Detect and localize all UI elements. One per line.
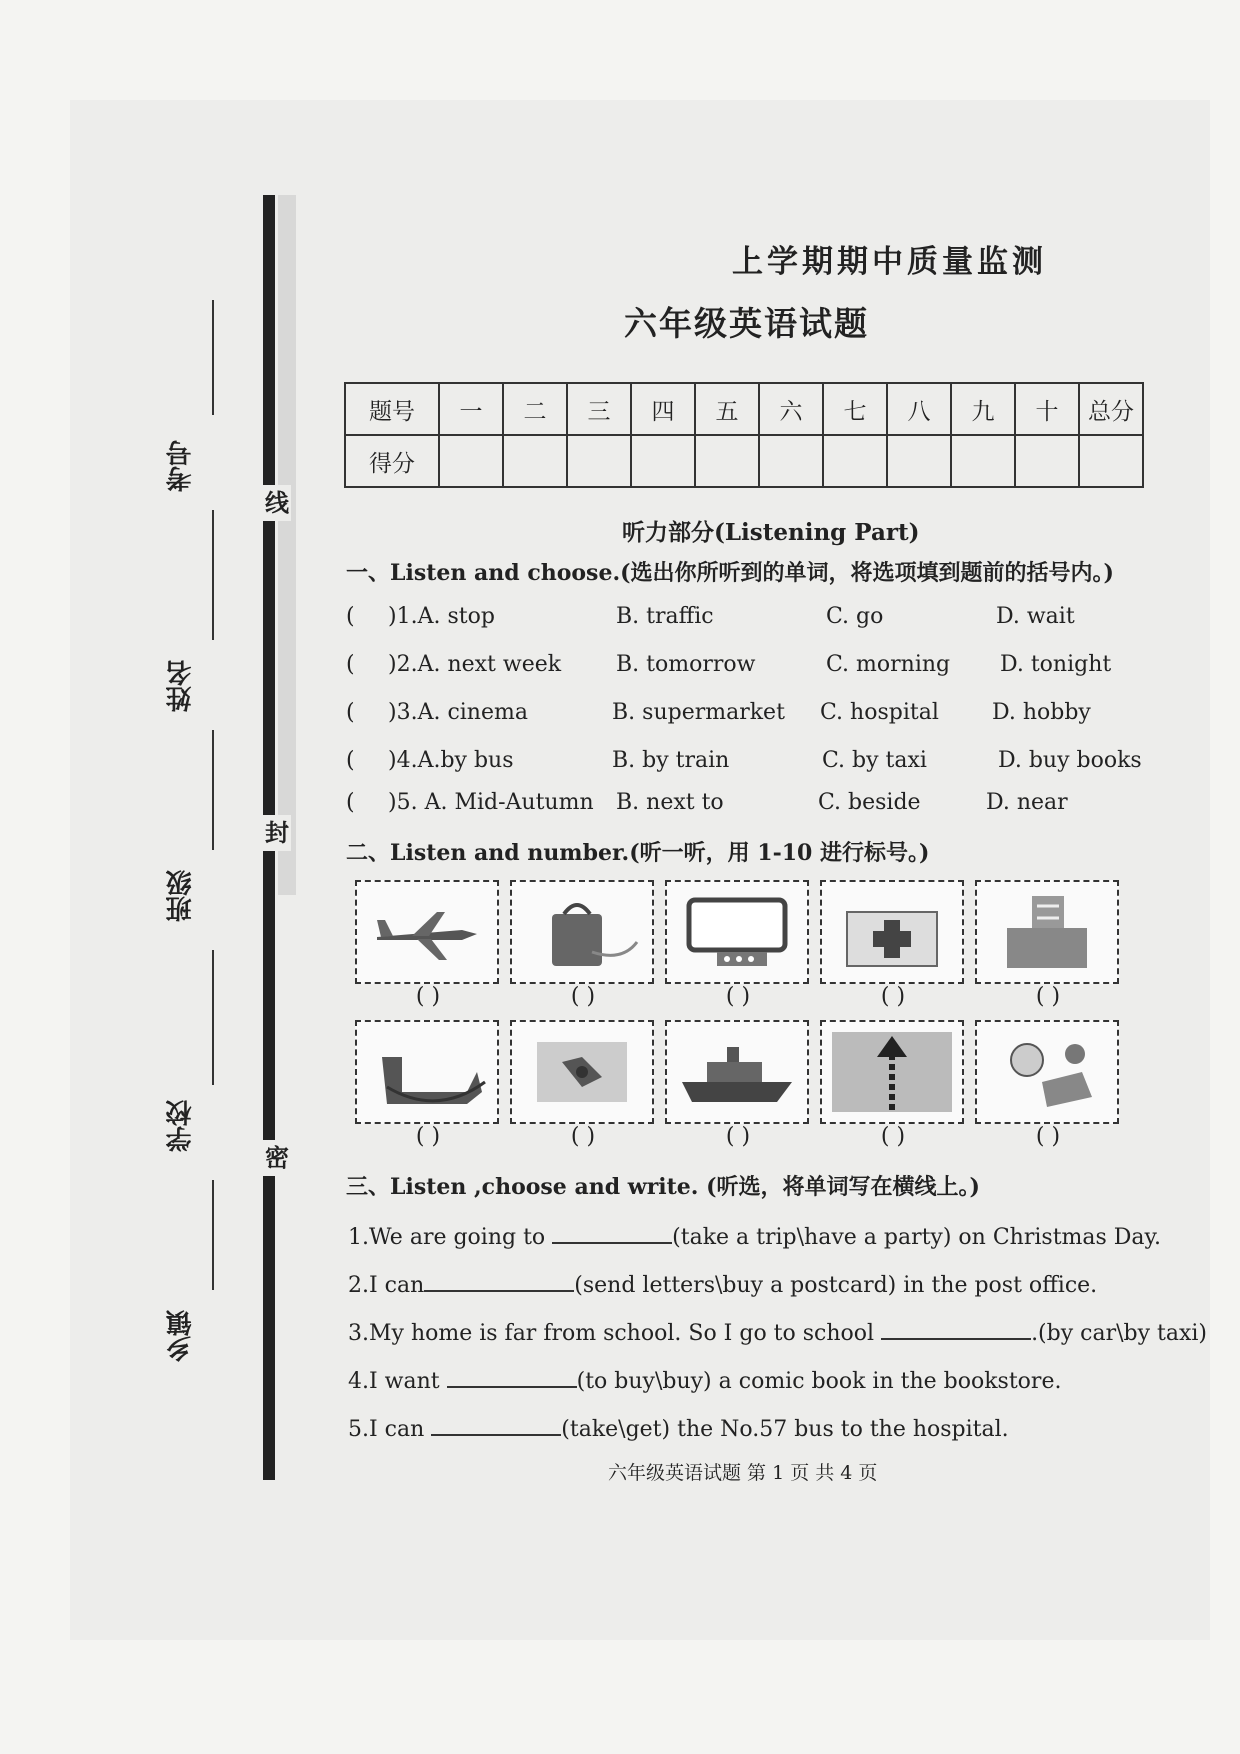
number-paren[interactable]: ( ) xyxy=(725,1124,751,1149)
ship-model-icon xyxy=(367,1032,487,1112)
fill-item-prefix: 3.My home is far from school. So I go to school xyxy=(348,1321,882,1346)
score-table-score-row xyxy=(345,435,1143,487)
picture-building xyxy=(975,880,1119,984)
binding-shadow xyxy=(278,195,296,895)
score-input[interactable] xyxy=(823,435,887,487)
answer-blank[interactable] xyxy=(431,1412,561,1436)
question-row xyxy=(344,652,1144,684)
number-paren[interactable]: ( ) xyxy=(880,984,906,1009)
score-input[interactable] xyxy=(951,435,1015,487)
side-field-town: 乡镇 xyxy=(166,1310,196,1362)
question-row xyxy=(344,604,1144,636)
number-paren[interactable]: ( ) xyxy=(725,984,751,1009)
number-paren[interactable]: ( ) xyxy=(415,1124,441,1149)
fill-item-suffix: (send letters\buy a postcard) in the post office. xyxy=(574,1273,1098,1298)
exam-subtitle: 上学期期中质量监测 xyxy=(732,244,1047,280)
answer-paren[interactable]: ( xyxy=(346,652,355,677)
answer-paren[interactable]: ( xyxy=(346,604,355,629)
score-input[interactable] xyxy=(1015,435,1079,487)
question-row xyxy=(344,700,1144,732)
section2-title: 二、Listen and number.(听一听，用 1-10 进行标号。) xyxy=(346,840,930,866)
fill-item xyxy=(348,1220,1161,1250)
answer-blank[interactable] xyxy=(552,1220,672,1244)
answer-paren[interactable]: ( xyxy=(346,700,355,725)
score-input[interactable] xyxy=(503,435,567,487)
fill-item-suffix: (take\get) the No.57 bus to the hospital. xyxy=(561,1417,1009,1442)
option-b: B. traffic xyxy=(616,604,714,629)
picture-map xyxy=(510,1020,654,1124)
number-paren[interactable]: ( ) xyxy=(570,1124,596,1149)
score-cell: 八 xyxy=(887,383,951,435)
page-footer: 六年级英语试题 第 1 页 共 4 页 xyxy=(608,1462,878,1484)
score-table xyxy=(344,382,1144,488)
score-input[interactable] xyxy=(567,435,631,487)
score-input[interactable] xyxy=(695,435,759,487)
answer-blank[interactable] xyxy=(881,1316,1031,1340)
picture-ship xyxy=(665,1020,809,1124)
option-c: C. go xyxy=(826,604,884,629)
picture-arrow-sign xyxy=(820,1020,964,1124)
score-cell: 九 xyxy=(951,383,1015,435)
postcard-icon xyxy=(987,1032,1107,1112)
option-a: )2.A. next week xyxy=(388,652,562,677)
number-paren[interactable]: ( ) xyxy=(1035,984,1061,1009)
score-input[interactable] xyxy=(887,435,951,487)
score-input[interactable] xyxy=(439,435,503,487)
option-c: C. hospital xyxy=(820,700,939,725)
number-paren[interactable]: ( ) xyxy=(415,984,441,1009)
picture-airplane xyxy=(355,880,499,984)
fill-item-prefix: 1.We are going to xyxy=(348,1225,553,1250)
hospital-icon xyxy=(832,892,952,972)
score-input[interactable] xyxy=(759,435,823,487)
score-cell: 七 xyxy=(823,383,887,435)
seal-char-line: 线 xyxy=(263,485,291,521)
answer-paren[interactable]: ( xyxy=(346,790,355,815)
airplane-icon xyxy=(367,892,487,972)
fill-item-suffix: (take a trip\have a party) on Christmas Day. xyxy=(672,1225,1162,1250)
part-title: 听力部分(Listening Part) xyxy=(622,519,920,546)
picture-ship-model xyxy=(355,1020,499,1124)
score-cell: 五 xyxy=(695,383,759,435)
side-line-town xyxy=(212,1180,214,1290)
score-cell: 题号 xyxy=(345,383,439,435)
fill-item-suffix: .(by car\by taxi) xyxy=(1031,1321,1207,1346)
option-d: D. wait xyxy=(996,604,1075,629)
exam-title: 六年级英语试题 xyxy=(624,304,869,343)
fill-item xyxy=(348,1316,1207,1346)
section1-title: 一、Listen and choose.(选出你所听到的单词，将选项填到题前的括号内。) xyxy=(346,560,1114,586)
picture-postcard xyxy=(975,1020,1119,1124)
score-table-header-row xyxy=(345,383,1143,435)
fill-item xyxy=(348,1364,1061,1394)
answer-blank[interactable] xyxy=(424,1268,574,1292)
score-cell: 十 xyxy=(1015,383,1079,435)
building-icon xyxy=(987,892,1107,972)
fill-item xyxy=(348,1268,1097,1298)
score-cell: 一 xyxy=(439,383,503,435)
option-a: )1.A. stop xyxy=(388,604,495,629)
score-cell: 四 xyxy=(631,383,695,435)
option-a: )4.A.by bus xyxy=(388,748,514,773)
seal-char-secret: 密 xyxy=(263,1140,291,1176)
fill-item-prefix: 2.I can xyxy=(348,1273,425,1298)
answer-paren[interactable]: ( xyxy=(346,748,355,773)
score-row-label: 得分 xyxy=(345,435,439,487)
side-field-name: 姓名 xyxy=(166,660,196,712)
option-a: )3.A. cinema xyxy=(388,700,528,725)
score-cell: 总分 xyxy=(1079,383,1143,435)
seal-char-seal: 封 xyxy=(263,815,291,851)
side-line-class xyxy=(212,730,214,850)
question-row xyxy=(344,748,1144,780)
ship-icon xyxy=(677,1032,797,1112)
option-d: D. tonight xyxy=(1000,652,1112,677)
cinema-icon xyxy=(677,892,797,972)
fill-item xyxy=(348,1412,1009,1442)
map-icon xyxy=(522,1032,642,1112)
arrow-up-icon xyxy=(832,1032,952,1112)
answer-blank[interactable] xyxy=(447,1364,577,1388)
section3-title: 三、Listen ,choose and write. (听选，将单词写在横线上。) xyxy=(346,1174,980,1200)
score-input[interactable] xyxy=(1079,435,1143,487)
fill-item-prefix: 4.I want xyxy=(348,1369,447,1394)
option-b: B. by train xyxy=(612,748,730,773)
number-paren[interactable]: ( ) xyxy=(880,1124,906,1149)
score-cell: 三 xyxy=(567,383,631,435)
side-field-class: 班级 xyxy=(166,870,196,922)
side-line-name xyxy=(212,510,214,640)
side-field-exam-number: 考号 xyxy=(166,440,196,492)
picture-bag xyxy=(510,880,654,984)
option-d: D. near xyxy=(986,790,1068,815)
picture-cinema xyxy=(665,880,809,984)
option-c: C. by taxi xyxy=(822,748,927,773)
option-c: C. morning xyxy=(826,652,951,677)
option-d: D. buy books xyxy=(998,748,1142,773)
number-paren[interactable]: ( ) xyxy=(570,984,596,1009)
score-cell: 六 xyxy=(759,383,823,435)
side-field-school: 学校 xyxy=(166,1100,196,1152)
option-b: B. next to xyxy=(616,790,724,815)
fill-item-suffix: (to buy\buy) a comic book in the bookstore. xyxy=(576,1369,1062,1394)
score-cell: 二 xyxy=(503,383,567,435)
option-b: B. supermarket xyxy=(612,700,785,725)
fill-item-prefix: 5.I can xyxy=(348,1417,432,1442)
side-line-exam-number xyxy=(212,300,214,415)
option-c: C. beside xyxy=(818,790,921,815)
side-line-school xyxy=(212,950,214,1085)
score-input[interactable] xyxy=(631,435,695,487)
picture-hospital xyxy=(820,880,964,984)
option-b: B. tomorrow xyxy=(616,652,756,677)
option-d: D. hobby xyxy=(992,700,1091,725)
bag-icon xyxy=(522,892,642,972)
question-row xyxy=(344,790,1144,822)
number-paren[interactable]: ( ) xyxy=(1035,1124,1061,1149)
option-a: )5. A. Mid-Autumn xyxy=(388,790,594,815)
